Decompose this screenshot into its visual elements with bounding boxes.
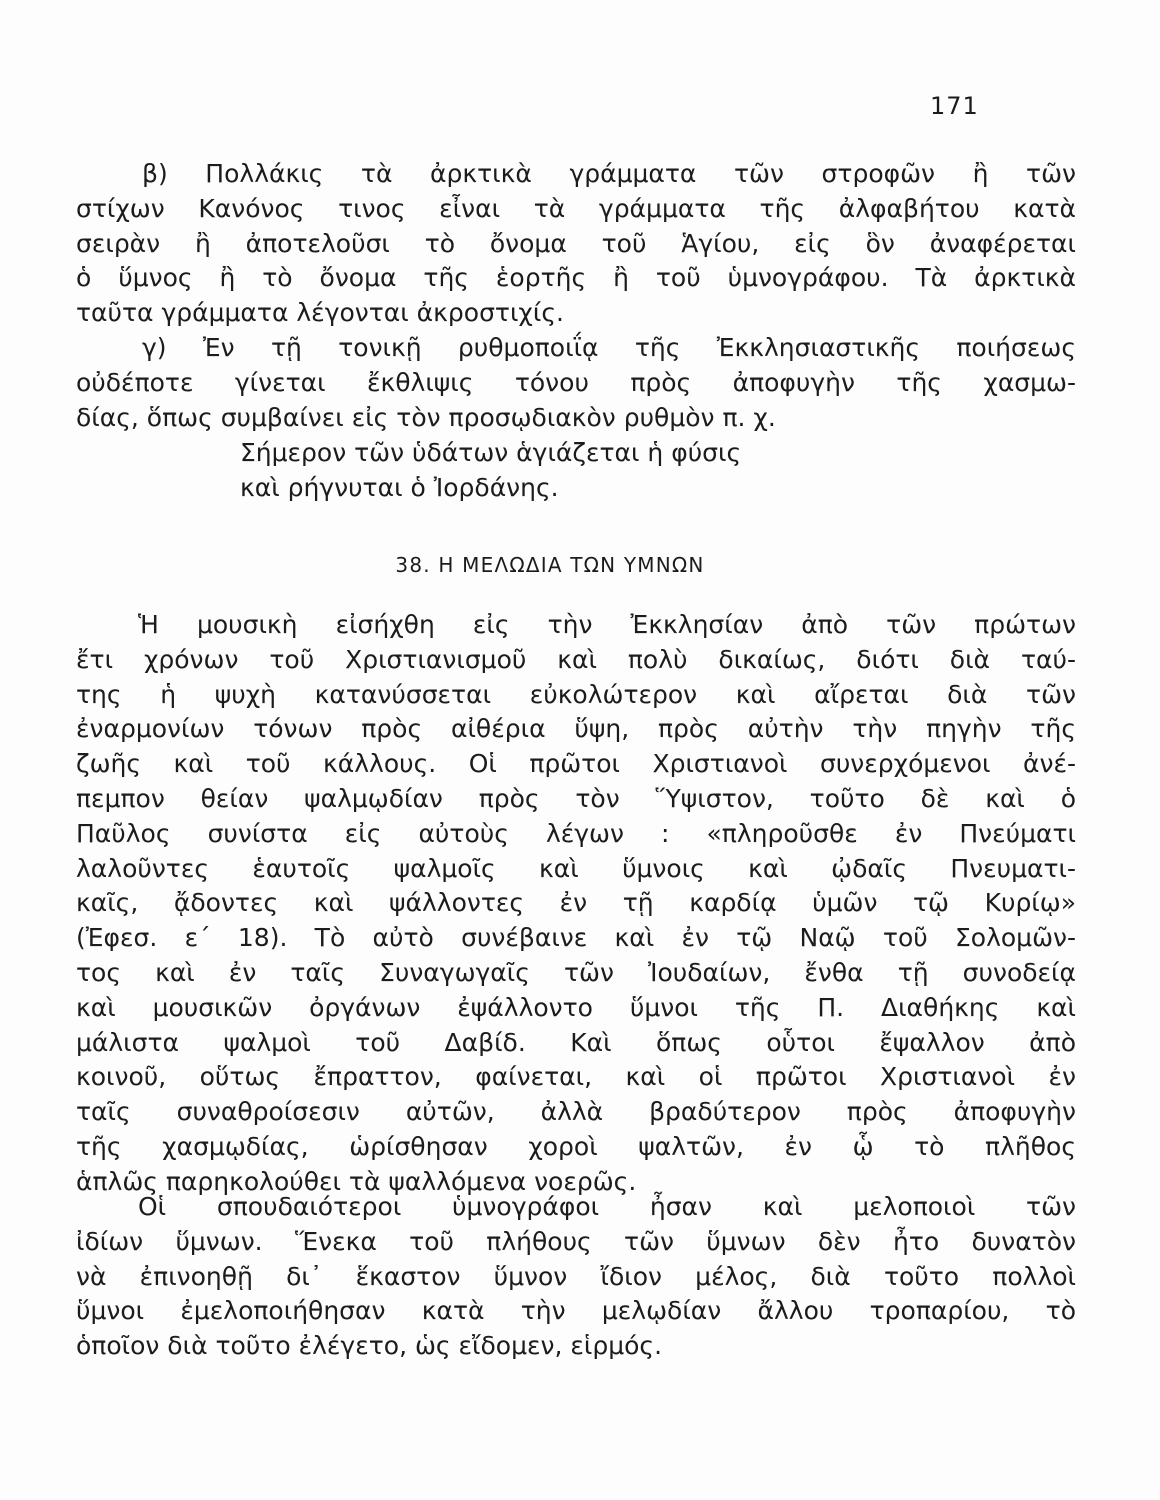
text-line: ταῖς συναθροίσεσιν αὐτῶν, ἀλλὰ βραδύτερον πρὸς ἀποφυγὴν — [76, 1097, 1076, 1127]
text-line: μάλιστα ψαλμοὶ τοῦ Δαβίδ. Καὶ ὅπως οὗτοι ἔψαλλον ἀπὸ — [76, 1027, 1076, 1057]
text-line: τος καὶ ἐν ταῖς Συναγωγαῖς τῶν Ἰουδαίων, ἔνθα τῇ συνοδείᾳ — [76, 957, 1076, 987]
text-line: (Ἐφεσ. ε΄ 18). Τὸ αὐτὸ συνέβαινε καὶ ἐν τῷ Ναῷ τοῦ Σολομῶν- — [76, 923, 1076, 953]
text-line: ἔτι χρόνων τοῦ Χριστιανισμοῦ καὶ πολὺ δικαίως, διότι διὰ ταύ- — [76, 644, 1076, 674]
text-line: ἐναρμονίων τόνων πρὸς αἰθέρια ὕψη, πρὸς αὐτὴν τὴν πηγὴν τῆς — [76, 714, 1076, 744]
page-number: 171 — [930, 92, 979, 120]
text-line: Οἱ σπουδαιότεροι ὑμνογράφοι ἦσαν καὶ μελοποιοὶ τῶν — [138, 1192, 1076, 1221]
text-line: ἰδίων ὕμνων. Ἕνεκα τοῦ πλήθους τῶν ὕμνων δὲν ἦτο δυνατὸν — [76, 1226, 1076, 1256]
text-line: β) Πολλάκις τὰ ἀρκτικὰ γράμματα τῶν στροφῶν ἢ τῶν — [142, 159, 1076, 188]
paragraph-1 — [76, 608, 1076, 1200]
text-line: πεμπον θείαν ψαλμῳδίαν πρὸς τὸν Ὕψιστον, τοῦτο δὲ καὶ ὁ — [76, 783, 1076, 813]
paragraph-2 — [76, 1190, 1076, 1364]
text-line: ὁ ὕμνος ἢ τὸ ὄνομα τῆς ἑορτῆς ἢ τοῦ ὑμνογράφου. Τὰ ἀρκτικὰ — [76, 263, 1076, 293]
text-line: δίας, ὅπως συμβαίνει εἰς τὸν προσῳδιακὸν ρυθμὸν π. χ. — [76, 402, 776, 432]
text-line: ἁπλῶς παρηκολούθει τὰ ψαλλόμενα νοερῶς. — [76, 1166, 637, 1196]
text-line: κοινοῦ, οὕτως ἔπραττον, φαίνεται, καὶ οἱ πρῶτοι Χριστιανοὶ ἐν — [76, 1062, 1076, 1092]
text-line: λαλοῦντες ἑαυτοῖς ψαλμοῖς καὶ ὕμνοις καὶ ᾠδαῖς Πνευματι- — [76, 853, 1076, 883]
text-line: Ἡ μουσικὴ εἰσήχθη εἰς τὴν Ἐκκλησίαν ἀπὸ τῶν πρώτων — [138, 610, 1076, 639]
text-line: τῆς χασμῳδίας, ὡρίσθησαν χοροὶ ψαλτῶν, ἐν ᾧ τὸ πλῆθος — [76, 1131, 1076, 1161]
text-line: της ἡ ψυχὴ κατανύσσεται εὐκολώτερον καὶ αἴρεται διὰ τῶν — [76, 679, 1076, 709]
verse-line: καὶ ρήγνυται ὁ Ἰορδάνης. — [240, 473, 559, 502]
text-line: ὁποῖον διὰ τοῦτο ἐλέγετο, ὡς εἴδομεν, εἱρμός. — [76, 1331, 663, 1361]
text-line: σειρὰν ἢ ἀποτελοῦσι τὸ ὄνομα τοῦ Ἁγίου, εἰς ὃν ἀναφέρεται — [76, 228, 1076, 258]
text-line: καὶ μουσικῶν ὀργάνων ἐψάλλοντο ὕμνοι τῆς Π. Διαθήκης καὶ — [76, 992, 1076, 1022]
verse-line: Σήμερον τῶν ὑδάτων ἁγιάζεται ἡ φύσις — [240, 438, 742, 467]
text-line: καῖς, ᾄδοντες καὶ ψάλλοντες ἐν τῇ καρδίᾳ ὑμῶν τῷ Κυρίῳ» — [76, 888, 1076, 918]
text-line: ὕμνοι ἐμελοποιήθησαν κατὰ τὴν μελῳδίαν ἄλλου τροπαρίου, τὸ — [76, 1296, 1076, 1326]
text-line: ταῦτα γράμματα λέγονται ἀκροστιχίς. — [76, 298, 564, 328]
text-line: νὰ ἐπινοηθῇ δι᾿ ἕκαστον ὕμνον ἴδιον μέλος, διὰ τοῦτο πολλοὶ — [76, 1261, 1076, 1291]
section-heading: 38. Η ΜΕΛΩΔΙΑ ΤΩΝ ΥΜΝΩΝ — [395, 553, 705, 577]
text-line: ζωῆς καὶ τοῦ κάλλους. Οἱ πρῶτοι Χριστιανοὶ συνερχόμενοι ἀνέ- — [76, 749, 1076, 779]
text-line: οὐδέποτε γίνεται ἔκθλιψις τόνου πρὸς ἀποφυγὴν τῆς χασμω- — [76, 367, 1076, 397]
text-line: στίχων Κανόνος τινος εἶναι τὰ γράμματα τῆς ἀλφαβήτου κατὰ — [76, 193, 1076, 223]
text-line: Παῦλος συνίστα εἰς αὐτοὺς λέγων : «πληροῦσθε ἐν Πνεύματι — [76, 818, 1076, 848]
section-b-c-text — [76, 157, 1076, 435]
text-line: γ) Ἐν τῇ τονικῇ ρυθμοποιΐᾳ τῆς Ἐκκλησιαστικῆς ποιήσεως — [142, 332, 1076, 362]
